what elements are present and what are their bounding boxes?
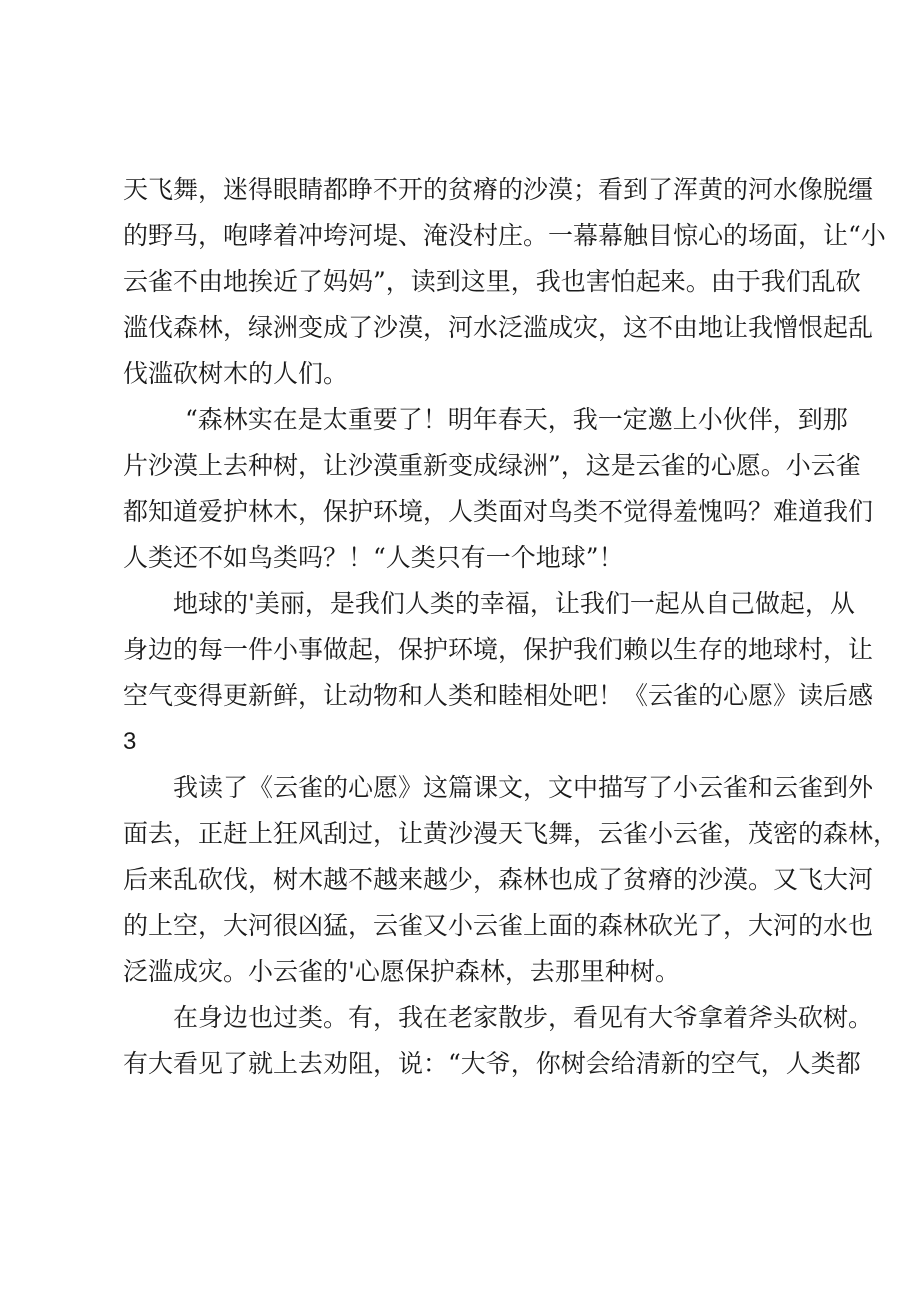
text-line: 3 bbox=[123, 728, 137, 755]
text-line: 都知道爱护林木，保护环境，人类面对鸟类不觉得羞愧吗？难道我们 bbox=[123, 497, 874, 526]
text-line: 有大看见了就上去劝阻，说：“大爷，你树会给清新的空气，人类都 bbox=[123, 1049, 861, 1078]
text-line: 云雀不由地挨近了妈妈”，读到这里，我也害怕起来。由于我们乱砍 bbox=[123, 267, 861, 296]
text-line: 片沙漠上去种树，让沙漠重新变成绿洲”，这是云雀的心愿。小云雀 bbox=[123, 451, 861, 480]
text-line: 的上空，大河很凶猛，云雀又小云雀上面的森林砍光了，大河的水也 bbox=[123, 911, 874, 940]
text-line: 人类还不如鸟类吗？！“人类只有一个地球”！ bbox=[123, 543, 624, 572]
text-line: 泛滥成灾。小云雀的'心愿保护森林，去那里种树。 bbox=[123, 957, 680, 986]
document-body bbox=[123, 170, 899, 1090]
text-line: 的野马，咆哮着冲垮河堤、淹没村庄。一幕幕触目惊心的场面，让“小 bbox=[123, 221, 886, 250]
text-line: 滥伐森林，绿洲变成了沙漠，河水泛滥成灾，这不由地让我憎恨起乱 bbox=[123, 313, 874, 342]
text-line: 我读了《云雀的心愿》这篇课文，文中描写了小云雀和云雀到外 bbox=[173, 773, 874, 802]
text-line: 地球的'美丽，是我们人类的幸福，让我们一起从自己做起，从 bbox=[173, 589, 855, 618]
text-line: 面去，正赶上狂风刮过，让黄沙漫天飞舞，云雀小云雀，茂密的森林， bbox=[123, 819, 899, 848]
text-line: 天飞舞，迷得眼睛都睁不开的贫瘠的沙漠；看到了浑黄的河水像脱缰 bbox=[123, 175, 874, 204]
text-line: 空气变得更新鲜，让动物和人类和睦相处吧！《云雀的心愿》读后感 bbox=[123, 681, 874, 710]
text-line: 后来乱砍伐，树木越不越来越少，森林也成了贫瘠的沙漠。又飞大河 bbox=[123, 865, 874, 894]
text-line: 在身边也过类。有，我在老家散步，看见有大爷拿着斧头砍树。 bbox=[173, 1003, 874, 1032]
text-line: 身边的每一件小事做起，保护环境，保护我们赖以生存的地球村，让 bbox=[123, 635, 874, 664]
text-line: “森林实在是太重要了！明年春天，我一定邀上小伙伴，到那 bbox=[185, 405, 848, 434]
text-line: 伐滥砍树木的人们。 bbox=[123, 359, 349, 388]
